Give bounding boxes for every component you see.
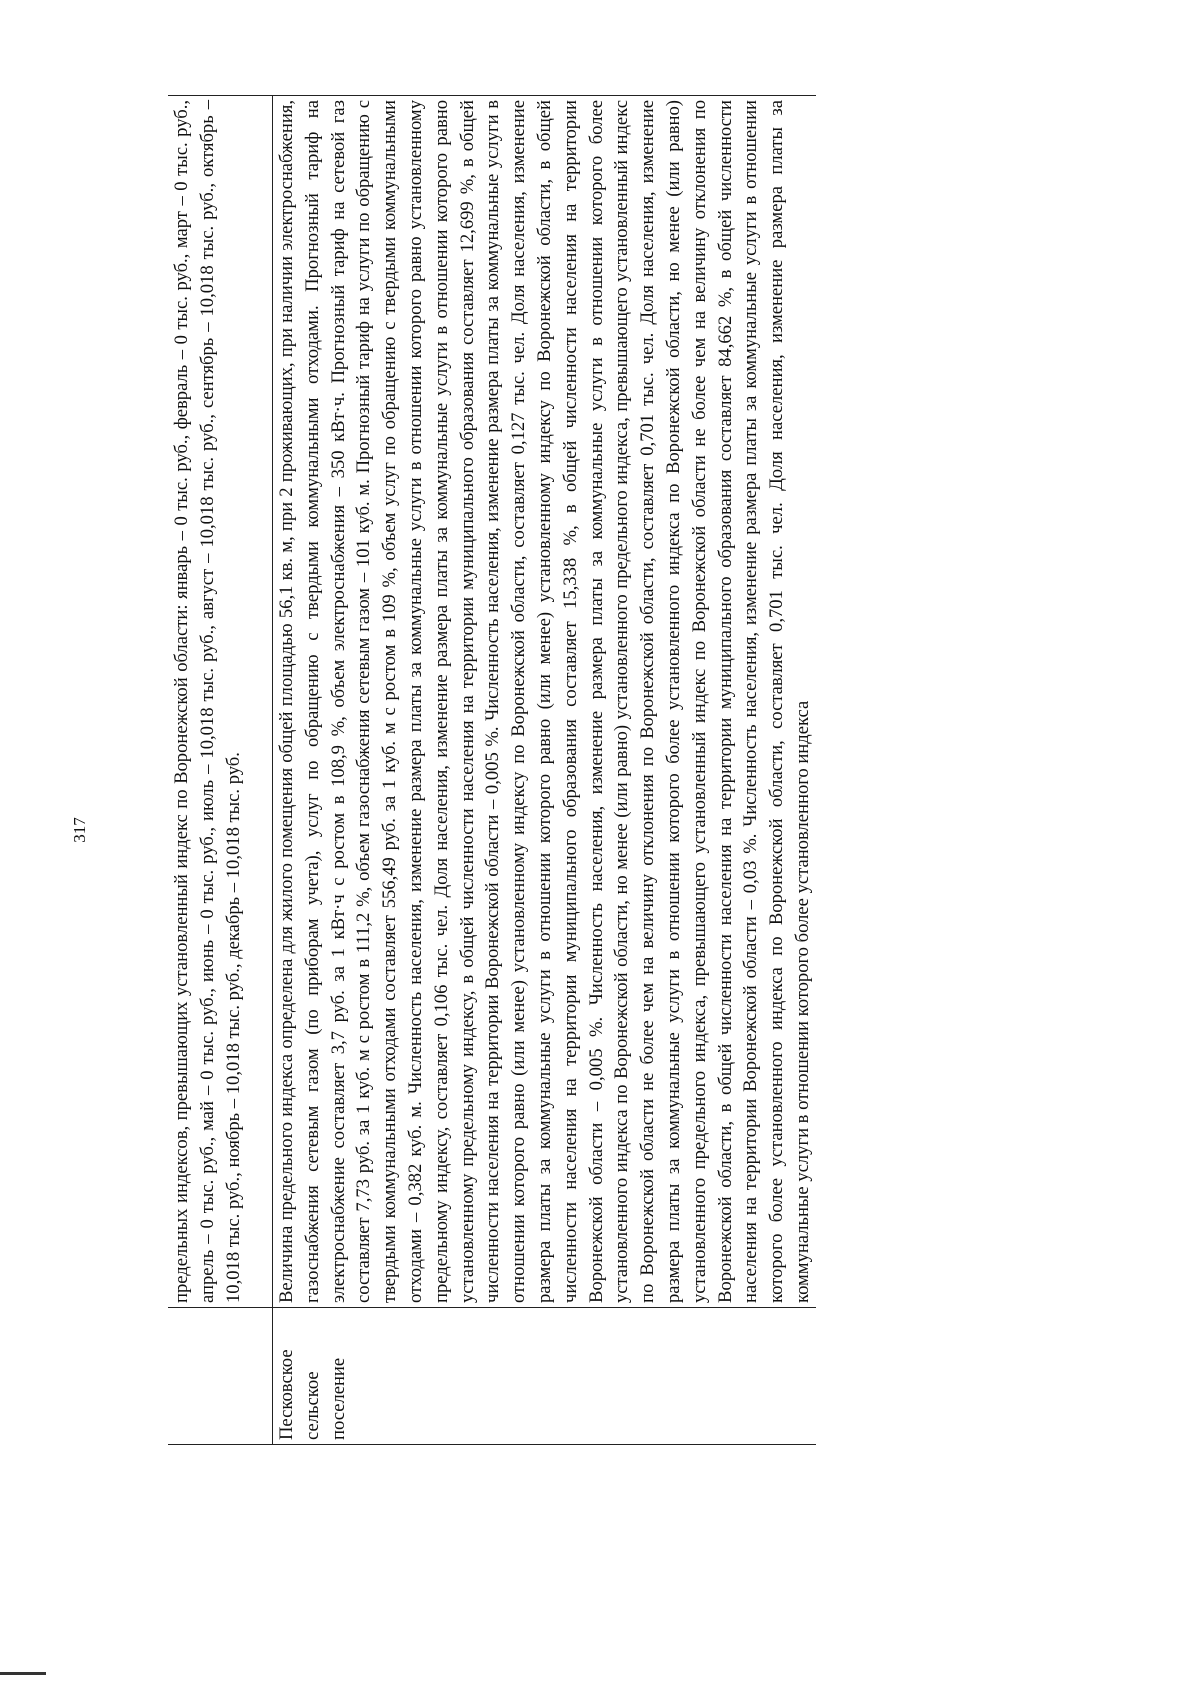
- page-number: 317: [70, 817, 89, 843]
- description-cell: предельных индексов, превышающих установленный индекс по Воронежской области: январь – 0 тыс. руб., февраль – 0 тыс. руб., март – 0 тыс. руб., апрель – 0 тыс. руб., май – 0 тыс. руб., июнь – 0 тыс. руб., июль – 10,018 тыс. руб., август – 10,018 тыс. руб., сентябрь – 10,018 тыс. руб., октябрь – 10,018 тыс. руб., ноябрь – 10,018 тыс. руб., декабрь – 10,018 тыс. руб.: [168, 96, 273, 1308]
- rotated-page-content: [70, 95, 1200, 1445]
- tariff-table: [168, 95, 816, 1445]
- table-row: [168, 96, 273, 1445]
- settlement-name-cell: [168, 1308, 273, 1445]
- scan-edge-mark: [0, 1672, 46, 1675]
- table-row: [273, 96, 816, 1445]
- settlement-name-cell: Песковское сельское поселение: [273, 1308, 816, 1445]
- description-cell: Величина предельного индекса определена для жилого помещения общей площадью 56,1 кв. м, при 2 проживающих, при наличии электроснабжения, газоснабжения сетевым газом (по приборам учета), услуг по обращению с твердыми коммунальными отходами. Прогнозный тариф на электроснабжение составляет 3,7 руб. за 1 кВт·ч с ростом в 108,9 %, объем электроснабжения – 350 кВт·ч. Прогнозный тариф на сетевой газ составляет 7,73 руб. за 1 куб. м с ростом в 111,2 %, объем газоснабжения сетевым газом – 101 куб. м. Прогнозный тариф на услуги по обращению с твердыми коммунальными отходами составляет 556,49 руб. за 1 куб. м с ростом в 109 %, объем услуг по обращению с твердыми коммунальными отходами – 0,382 куб. м. Численность населения, изменение размера платы за коммунальные услуги в отношении которого равно установленному предельному индексу, составляет 0,106 тыс. чел. Доля населения, изменение размера платы за коммунальные услуги в отношении которого равно установленному предельному индексу, в общей численности населения на территории муниципального образования составляет 12,699 %, в общей численности населения на территории Воронежской области – 0,005 %. Численность населения, изменение размера платы за коммунальные услуги в отношении которого равно (или менее) установленному индексу по Воронежской области, составляет 0,127 тыс. чел. Доля населения, изменение размера платы за коммунальные услуги в отношении которого равно (или менее) установленному индексу по Воронежской области, в общей численности населения на территории муниципального образования составляет 15,338 %, в общей численности населения на территории Воронежской области – 0,005 %. Численность населения, изменение размера платы за коммунальные услуги в отношении которого более установленного индекса по Воронежской области, но менее (или равно) установленного предельного индекса, превышающего установленный индекс по Воронежской области не более чем на величину отклонения по Воронежской области, составляет 0,701 тыс. чел. Доля населения, изменение размера платы за коммунальные услуги в отношении которого более установленного индекса по Воронежской области, но менее (или равно) установленного предельного индекса, превышающего установленный индекс по Воронежской области не более чем на величину отклонения по Воронежской области, в общей численности населения на территории муниципального образования составляет 84,662 %, в общей численности населения на территории Воронежской области – 0,03 %. Численность населения, изменение размера платы за коммунальные услуги в отношении которого более установленного индекса по Воронежской области, составляет 0,701 тыс. чел. Доля населения, изменение размера платы за коммунальные услуги в отношении которого более установленного индекса: [273, 96, 816, 1308]
